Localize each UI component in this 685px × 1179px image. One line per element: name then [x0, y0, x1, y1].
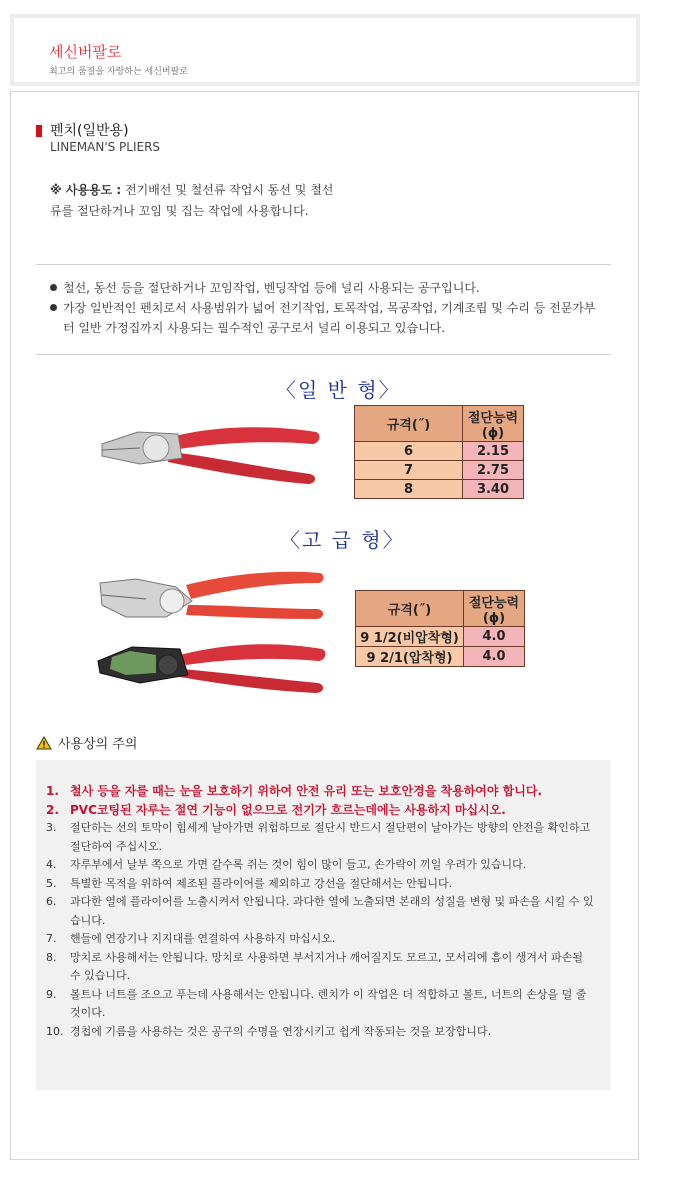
- brand-tagline: 최고의 품질을 자랑하는 세신버팔로: [49, 67, 188, 77]
- caution-item: 5. 특별한 목적을 위하여 제조된 플라이어를 제외하고 강선을 절단해서는 안됩니다.: [46, 876, 453, 890]
- product-title: 펜치(일반용): [50, 123, 129, 139]
- caution-item: 8. 망치로 사용해서는 안됩니다. 망치로 사용하면 부서지거나 깨어질지도 모르고, 모서리에 흠이 생겨서 파손될 수 있습니다.: [46, 950, 583, 982]
- bullet-icon: [50, 304, 57, 311]
- divider-bottom: [36, 354, 611, 355]
- caution-item: 3. 절단하는 선의 토막이 힘세게 날아가면 위험하므로 절단시 반드시 절단편이 날아가는 방향의 안전을 확인하고 절단하여 주십시오.: [46, 821, 591, 853]
- pliers-premium-bottom: [98, 644, 325, 693]
- general-size-header: 규격(˝): [355, 406, 463, 442]
- general-spec-table: [354, 405, 524, 499]
- caution-item: 9. 볼트나 너트를 조으고 푸는데 사용해서는 안됩니다. 렌치가 이 작업은 더 적합하고 볼트, 너트의 손상을 덜 줄 것이다.: [46, 987, 587, 1019]
- premium-capacity-header: 절단능력 (ϕ): [464, 591, 525, 627]
- table-row: 9 1/2(비압착형) 4.0: [356, 627, 525, 647]
- warning-icon: [36, 736, 52, 750]
- brand-title[interactable]: 세신버팔로: [49, 43, 122, 61]
- caution-item: 4. 자루부에서 날부 쪽으로 가면 갈수록 쥐는 것이 힘이 많이 들고, 손가락이 끼일 우려가 있습니다.: [46, 858, 527, 871]
- table-row: 9 2/1(압착형) 4.0: [356, 647, 525, 667]
- caution-item: 1. 철사 등을 자를 때는 눈을 보호하기 위하여 안전 유리 또는 보호안경을 착용하여야 합니다.: [46, 784, 543, 798]
- pliers-general-head: [102, 432, 182, 464]
- caution-item: 10. 경첩에 기름을 사용하는 것은 공구의 수명을 연장시키고 쉽게 작동되는 것을 보장합니다.: [46, 1024, 491, 1038]
- product-title-en: LINEMAN'S PLIERS: [50, 140, 161, 154]
- brand-header: [10, 14, 640, 86]
- premium-size-header: 규격(˝): [356, 591, 464, 627]
- title-marker: [36, 125, 42, 137]
- caution-heading: 사용상의 주의: [36, 733, 137, 752]
- brand-header-inner: [14, 18, 636, 82]
- premium-type-heading: 〈고 급 형〉: [280, 528, 405, 552]
- feature-item: 가장 일반적인 펜치로서 사용범위가 넓어 전기작업, 토목작업, 목공작업, 기계조립 및 수리 등 전문가부터 일반 가정집까지 사용되는 필수적인 공구로서 널리 이용되고 있습니다.: [50, 298, 605, 338]
- usage-label: ※ 사용용도 :: [50, 183, 122, 197]
- feature-list: [50, 278, 605, 338]
- table-row: 6 2.15: [355, 442, 524, 461]
- caution-item: 7. 핸들에 연장기나 지지대를 연결하여 사용하지 마십시오.: [46, 932, 336, 945]
- caution-box: [36, 760, 611, 1090]
- pliers-premium-top: [100, 572, 324, 619]
- caution-item: 6. 과다한 열에 플라이어를 노출시켜서 안됩니다. 과다한 열에 노출되면 본래의 성질을 변형 및 파손을 시킬 수 있습니다.: [46, 895, 594, 927]
- caution-list: [46, 782, 594, 1041]
- caution-item: 2. PVC코팅된 자루는 절연 기능이 없으므로 전기가 흐르는데에는 사용하지 마십시오.: [46, 802, 506, 817]
- table-row: 7 2.75: [355, 461, 524, 480]
- table-row: 8 3.40: [355, 480, 524, 499]
- premium-spec-table: [355, 590, 525, 667]
- feature-item: 철선, 동선 등을 절단하거나 꼬임작업, 벤딩작업 등에 널리 사용되는 공구입니다.: [50, 278, 605, 298]
- divider-top: [36, 264, 611, 265]
- bullet-icon: [50, 284, 57, 291]
- general-capacity-header: 절단능력 (ϕ): [463, 406, 524, 442]
- usage-text: 전기배선 및 철선류 작업시 동선 및 철선류를 절단하거나 꼬임 및 집는 작업에 사용합니다.: [50, 183, 334, 218]
- general-type-heading: 〈일 반 형〉: [276, 378, 401, 402]
- pliers-general-image: [98, 418, 323, 488]
- pliers-general-handles: [168, 427, 319, 484]
- pliers-premium-image: [96, 565, 328, 700]
- usage-description: [50, 180, 340, 222]
